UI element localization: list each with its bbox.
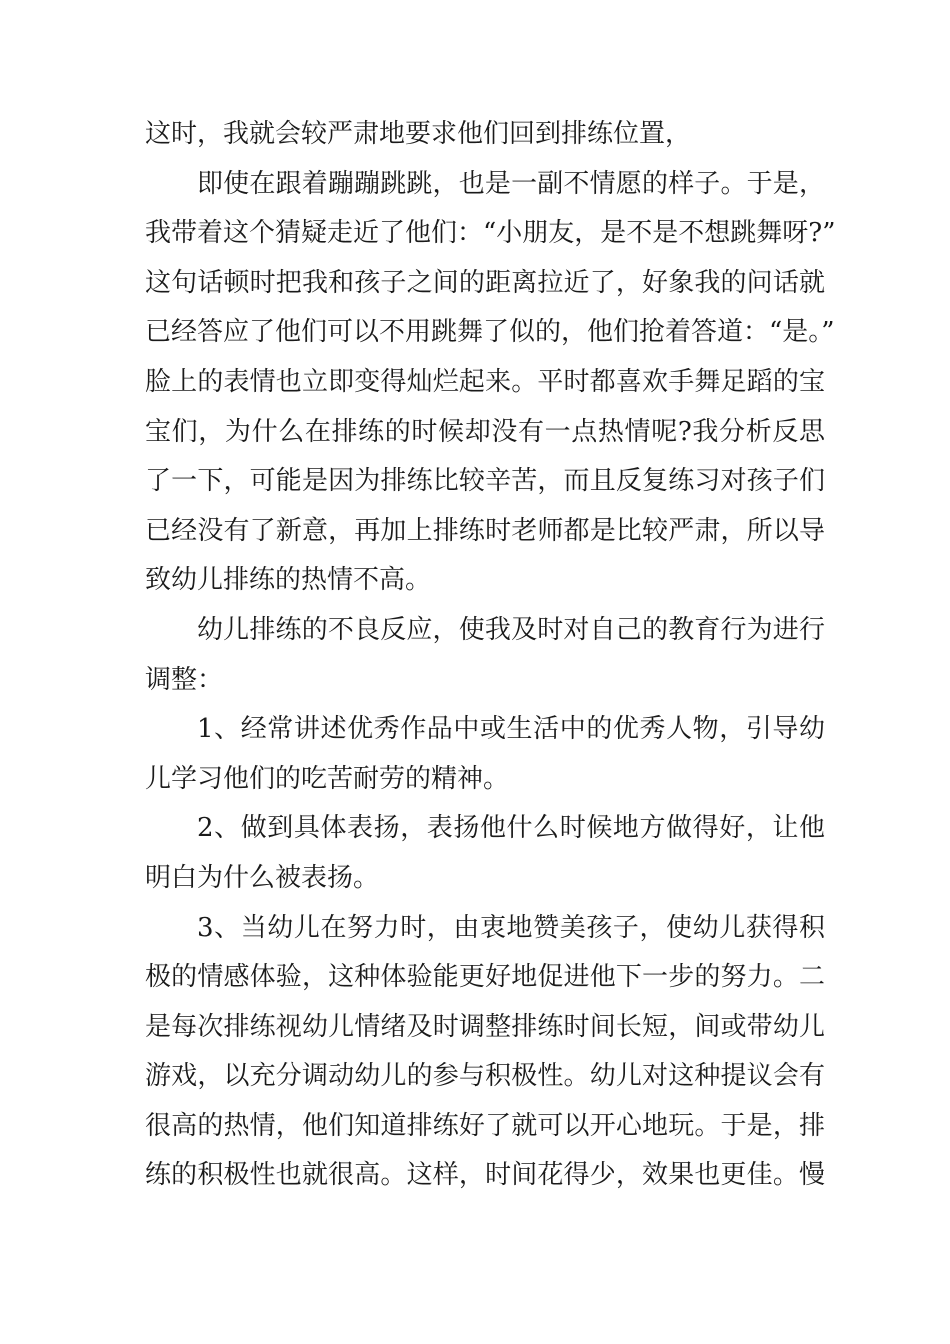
body-text: [145, 110, 836, 1201]
text-line: 幼儿排练的不良反应，使我及时对自己的教育行为进行: [197, 614, 825, 645]
text-line: 脸上的表情也立即变得灿烂起来。平时都喜欢手舞足蹈的宝: [145, 366, 825, 397]
text-line: 即使在跟着蹦蹦跳跳，也是一副不情愿的样子。于是，: [197, 168, 825, 199]
text-line: 这时，我就会较严肃地要求他们回到排练位置，: [145, 119, 692, 149]
text-line: 这句话顿时把我和孩子之间的距离拉近了，好象我的问话就: [145, 267, 825, 298]
text-line: 已经答应了他们可以不用跳舞了似的，他们抢着答道：“是。”: [145, 317, 835, 348]
text-line: 儿学习他们的吃苦耐劳的精神。: [145, 763, 510, 794]
text-line: 很高的热情，他们知道排练好了就可以开心地玩。于是，排: [145, 1110, 825, 1141]
text-line: 已经没有了新意，再加上排练时老师都是比较严肃，所以导: [145, 515, 825, 546]
text-line: 极的情感体验，这种体验能更好地促进他下一步的努力。二: [145, 962, 825, 993]
text-line: 2、做到具体表扬，表扬他什么时候地方做得好，让他: [197, 813, 825, 844]
text-line: 3、当幼儿在努力时，由衷地赞美孩子，使幼儿获得积: [197, 912, 825, 943]
text-line: 练的积极性也就很高。这样，时间花得少，效果也更佳。慢: [145, 1160, 825, 1191]
text-line: 致幼儿排练的热情不高。: [145, 565, 432, 596]
text-line: 了一下，可能是因为排练比较辛苦，而且反复练习对孩子们: [145, 466, 825, 497]
text-line: 我带着这个猜疑走近了他们：“小朋友，是不是不想跳舞呀?”: [145, 218, 836, 249]
text-line: 是每次排练视幼儿情绪及时调整排练时间长短，间或带幼儿: [145, 1011, 825, 1042]
text-line: 游戏，以充分调动幼儿的参与积极性。幼儿对这种提议会有: [145, 1061, 825, 1092]
text-line: 明白为什么被表扬。: [145, 862, 380, 893]
text-line: 宝们，为什么在排练的时候却没有一点热情呢?我分析反思: [145, 416, 825, 447]
text-line: 1、经常讲述优秀作品中或生活中的优秀人物，引导幼: [197, 714, 825, 745]
text-line: 调整：: [145, 664, 224, 695]
